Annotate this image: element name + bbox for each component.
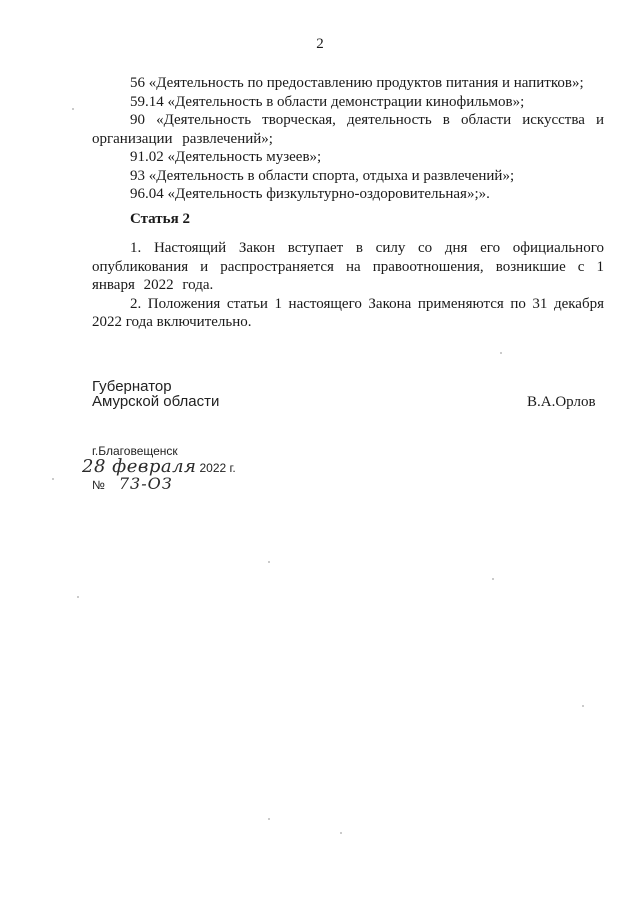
handwritten-date: 28 февраля: [82, 456, 197, 477]
scan-speck: [77, 596, 79, 598]
list-item: 96.04 «Деятельность физкультурно-оздоровительная»;».: [130, 186, 490, 202]
article-paragraph: 2. Положения статьи 1 настоящего Закона применяются по 31 декабря 2022 года включительно.: [92, 295, 604, 330]
signature-title-line: Амурской области: [92, 393, 220, 410]
stamp-number: [92, 474, 173, 493]
scan-speck: [582, 705, 584, 707]
page-number: 2: [316, 36, 324, 52]
scan-speck: [268, 818, 270, 820]
stamp-year: 2022 г.: [199, 461, 236, 475]
article-heading: Статья 2: [130, 211, 190, 227]
signature-title-line: Губернатор: [92, 378, 172, 395]
stamp-city: г.Благовещенск: [92, 444, 178, 458]
list-item: 91.02 «Деятельность музеев»;: [130, 149, 322, 165]
scan-speck: [500, 352, 502, 354]
article-body: [92, 239, 604, 332]
number-sign: №: [92, 478, 105, 492]
scan-speck: [52, 478, 54, 480]
scan-speck: [268, 561, 270, 563]
signature-title: [92, 379, 219, 409]
list-item: 56 «Деятельность по предоставлению продуктов питания и напитков»;: [130, 75, 584, 91]
list-item: 93 «Деятельность в области спорта, отдыха и развлечений»;: [130, 167, 515, 184]
article-paragraph: 1. Настоящий Закон вступает в силу со дня его официального опубликования и распространяется на правоотношения, возникшие с 1 января 2022 года.: [92, 240, 604, 293]
handwritten-number: 73-ОЗ: [118, 474, 173, 493]
scan-speck: [492, 578, 494, 580]
signer-name: В.А.Орлов: [527, 394, 596, 410]
okved-list: [92, 74, 604, 204]
scan-speck: [72, 108, 74, 110]
list-item: 90 «Деятельность творческая, деятельность в области искусства и организации развлечений»;: [92, 112, 604, 147]
list-item: 59.14 «Деятельность в области демонстрации кинофильмов»;: [130, 93, 525, 110]
scan-speck: [340, 832, 342, 834]
